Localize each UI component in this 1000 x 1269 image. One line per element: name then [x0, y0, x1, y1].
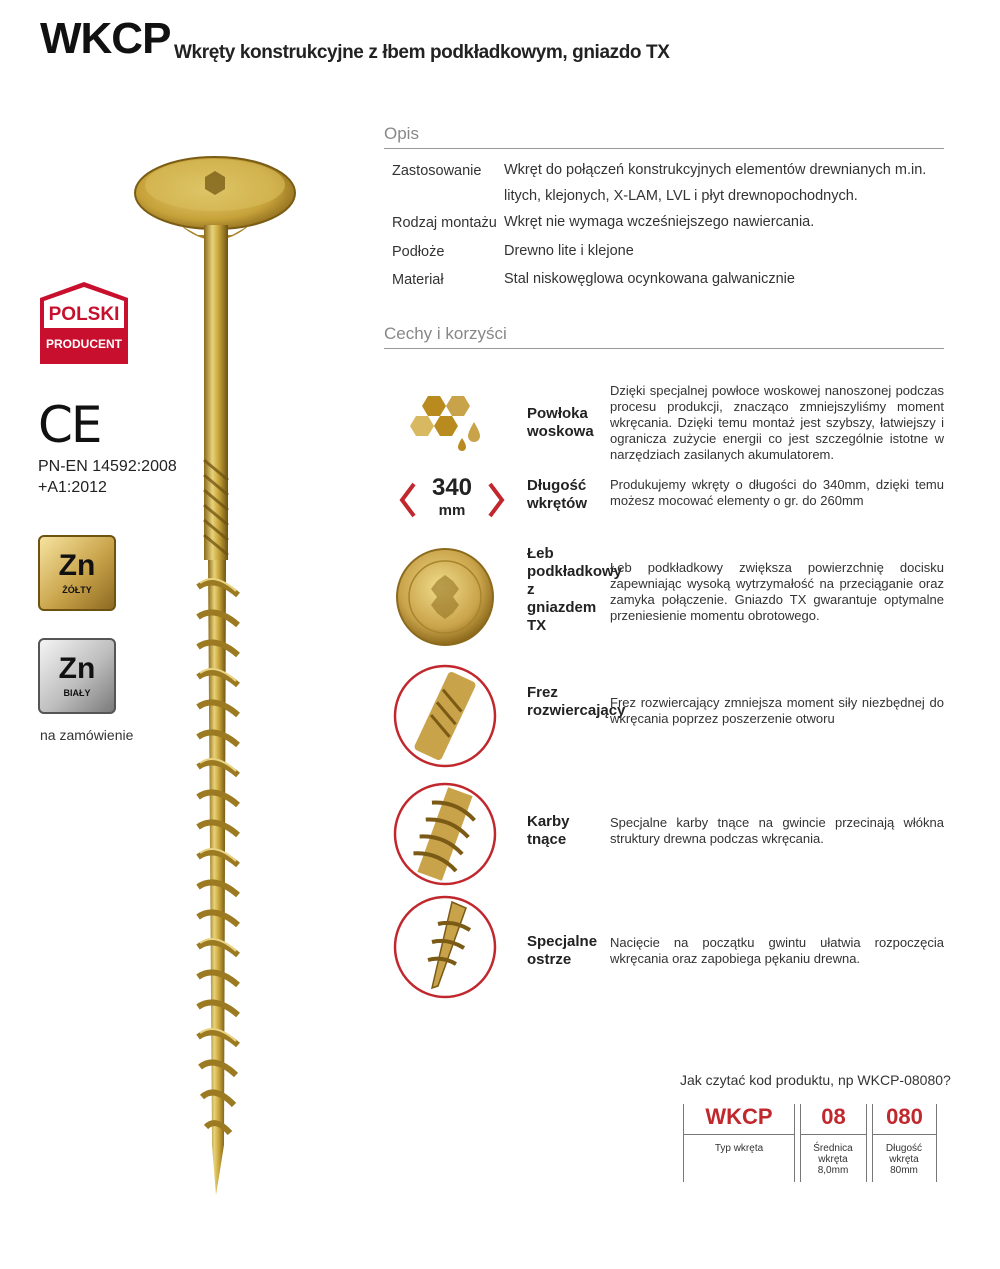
code-divider [800, 1134, 866, 1135]
length-value: 340 [431, 474, 473, 501]
standard-line-2: +A1:2012 [38, 479, 107, 496]
product-title: WKCP [40, 14, 171, 63]
spec-label-rodzaj-montazu: Rodzaj montażu [392, 215, 497, 231]
code-part-type: WKCP [705, 1104, 773, 1129]
code-label-diameter: Średnica wkręta 8,0mm [813, 1143, 853, 1176]
code-divider [872, 1134, 936, 1135]
product-code-question: Jak czytać kod produktu, np WKCP-08080? [680, 1072, 951, 1088]
reamer-icon [392, 663, 498, 769]
wax-coating-icon [410, 392, 490, 454]
code-divider [683, 1134, 794, 1135]
code-label-type: Typ wkręta [714, 1143, 764, 1154]
zn-white-badge [38, 638, 116, 714]
feature-desc-length: Produkujemy wkręty o długości do 340mm, dzięki temu możesz mocować elementy o gr. do 260mm [610, 477, 944, 508]
special-tip-icon [392, 894, 498, 1000]
zn-white-label: Zn [58, 652, 96, 685]
feature-desc-wax: Dzięki specjalnej powłoce woskowej nanoszonej podczas procesu produkcji, znacząco zmniejszyliśmy moment wkręcania. Dzięki temu montaż jest szybszy, łatwiejszy i ogranicza zużycie energii co jest szczególnie istotne w narzędziach zasilanych akumulatorem. [610, 383, 944, 462]
code-divider [936, 1104, 937, 1182]
feature-title-length: Długość wkrętów [527, 477, 588, 512]
code-divider [794, 1104, 795, 1182]
feature-title-reamer: Frez rozwiercający [527, 684, 626, 719]
feature-title-tip: Specjalne ostrze [527, 933, 598, 968]
product-subtitle: Wkręty konstrukcyjne z łbem podkładkowym, gniazdo TX [174, 42, 670, 63]
length-unit: mm [438, 502, 466, 519]
spec-value-zastosowanie: Wkręt do połączeń konstrukcyjnych elementów drewnianych m.in. litych, klejonych, X-LAM, LVL i płyt drewnopochodnych. [504, 162, 927, 204]
zn-yellow-badge [38, 535, 116, 611]
screw-image [120, 155, 310, 1215]
spec-value-podloze: Drewno lite i klejone [504, 243, 634, 259]
washer-head-icon [393, 545, 497, 649]
cutting-notches-icon [392, 781, 498, 887]
code-part-diameter: 08 [821, 1104, 846, 1129]
polski-producent-badge [36, 278, 132, 374]
zn-yellow-sub: ŻÓŁTY [62, 585, 92, 595]
feature-desc-tip: Nacięcie na początku gwintu ułatwia rozpoczęcia wkręcania oraz zapobiega pękaniu drewna. [610, 935, 944, 966]
feature-desc-head: Łeb podkładkowy zwiększa powierzchnię docisku zapewniając wysoką wytrzymałość na przeciąganie oraz zamyka połączenie. Gniazdo TX gwarantuje optymalne przeniesienie momentu obrotowego. [610, 560, 944, 623]
ce-mark: CE [38, 396, 101, 454]
spec-value-material: Stal niskowęglowa ocynkowana galwanicznie [504, 271, 795, 287]
code-divider [866, 1104, 867, 1182]
zn-yellow-label: Zn [58, 549, 96, 582]
code-part-length: 080 [886, 1104, 923, 1129]
opis-heading: Opis [384, 124, 944, 149]
spec-label-material: Materiał [392, 272, 444, 288]
feature-title-notches: Karby tnące [527, 813, 570, 848]
standard-line-1: PN-EN 14592:2008 [38, 458, 177, 475]
feature-title-wax: Powłoka woskowa [527, 405, 594, 440]
features-heading: Cechy i korzyści [384, 324, 944, 349]
spec-label-zastosowanie: Zastosowanie [392, 163, 482, 179]
code-label-length: Długość wkręta 80mm [885, 1143, 923, 1176]
spec-label-podloze: Podłoże [392, 244, 445, 260]
polski-text: POLSKI [48, 304, 120, 325]
zn-white-sub: BIAŁY [63, 688, 91, 698]
feature-desc-notches: Specjalne karby tnące na gwincie przecinają włókna struktury drewna podczas wkręcania. [610, 815, 944, 846]
feature-desc-reamer: Frez rozwiercający zmniejsza moment siły niezbędnej do wkręcania poprzez poszerzenie otworu [610, 695, 944, 726]
on-order-note: na zamówienie [40, 727, 134, 743]
spec-value-rodzaj-montazu: Wkręt nie wymaga wcześniejszego nawiercania. [504, 214, 815, 230]
feature-title-head: Łeb podkładkowy z gniazdem TX [527, 545, 623, 634]
producent-text: PRODUCENT [45, 337, 123, 351]
